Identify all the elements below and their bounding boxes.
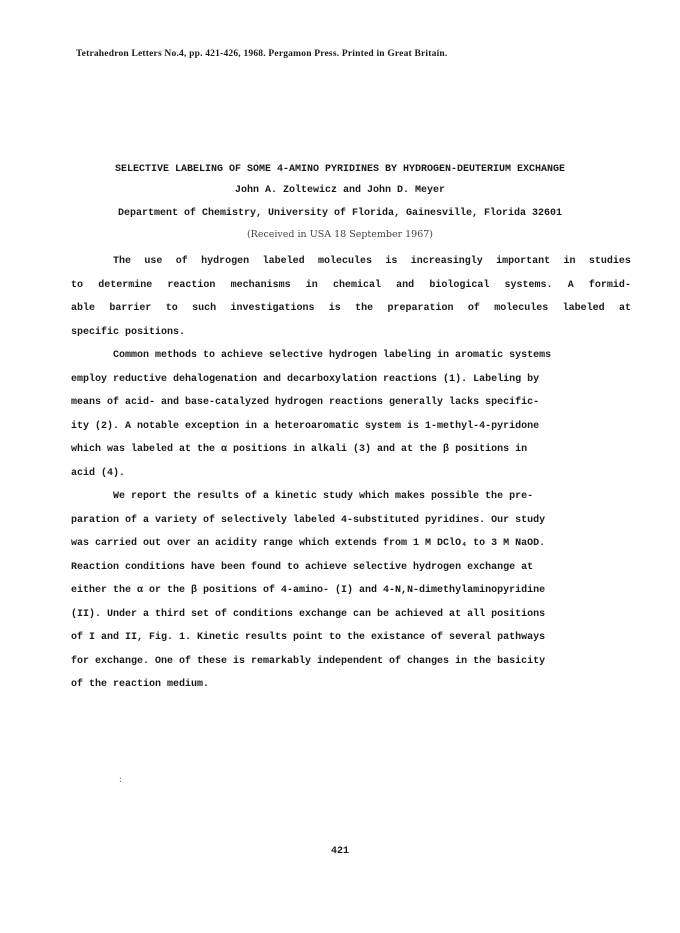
text-line: paration of a variety of selectively labeled 4-substituted pyridines. Our study xyxy=(71,514,546,526)
text-line: The use of hydrogen labeled molecules is increasingly important in studies xyxy=(113,256,631,267)
paragraph-3 xyxy=(71,485,631,697)
text-line: Reaction conditions have been found to achieve selective hydrogen exchange at xyxy=(71,561,534,573)
text-line: ity (2). A notable exception in a heteroaromatic system is 1-methyl-4-pyridone xyxy=(71,420,540,432)
received-date: (Received in USA 18 September 1967) xyxy=(246,229,434,240)
text-line: to determine reaction mechanisms in chemical and biological systems. A formid- xyxy=(71,279,631,291)
text-line: employ reductive dehalogenation and decarboxylation reactions (1). Labeling by xyxy=(71,373,540,385)
text-line: acid (4). xyxy=(71,467,126,479)
text-line: of I and II, Fig. 1. Kinetic results point to the existance of several pathways xyxy=(71,632,546,643)
paragraph-1 xyxy=(71,250,631,344)
text-line: for exchange. One of these is remarkably independent of changes in the basicity xyxy=(71,655,546,667)
text-line: was carried out over an acidity range which extends from 1 M DClO₄ to 3 M NaOD. xyxy=(71,538,546,549)
paragraph-2 xyxy=(71,344,631,485)
article-body xyxy=(71,250,631,697)
text-line: (II). Under a third set of conditions exchange can be achieved at all positions xyxy=(71,608,546,620)
article-authors: John A. Zoltewicz and John D. Meyer xyxy=(234,185,446,196)
article-title: SELECTIVE LABELING OF SOME 4-AMINO PYRIDINES BY HYDROGEN-DEUTERIUM EXCHANGE xyxy=(114,164,566,175)
author-affiliation: Department of Chemistry, University of Florida, Gainesville, Florida 32601 xyxy=(117,208,563,219)
text-line: means of acid- and base-catalyzed hydrogen reactions generally lacks specific- xyxy=(71,397,540,408)
stray-mark: : xyxy=(118,776,123,785)
text-line: either the α or the β positions of 4-amino- (I) and 4-N,N-dimethylaminopyridine xyxy=(71,585,546,596)
text-line: of the reaction medium. xyxy=(71,679,210,690)
text-line: specific positions. xyxy=(71,326,186,338)
text-line: able barrier to such investigations is the preparation of molecules labeled at xyxy=(71,303,631,314)
text-line: Common methods to achieve selective hydrogen labeling in aromatic systems xyxy=(113,350,552,361)
text-line: which was labeled at the α positions in alkali (3) and at the β positions in xyxy=(71,444,528,455)
text-line: We report the results of a kinetic study which makes possible the pre- xyxy=(113,491,534,502)
page-number: 421 xyxy=(330,846,349,857)
journal-citation: Tetrahedron Letters No.4, pp. 421-426, 1968. Pergamon Press. Printed in Great Britain. xyxy=(76,49,448,59)
